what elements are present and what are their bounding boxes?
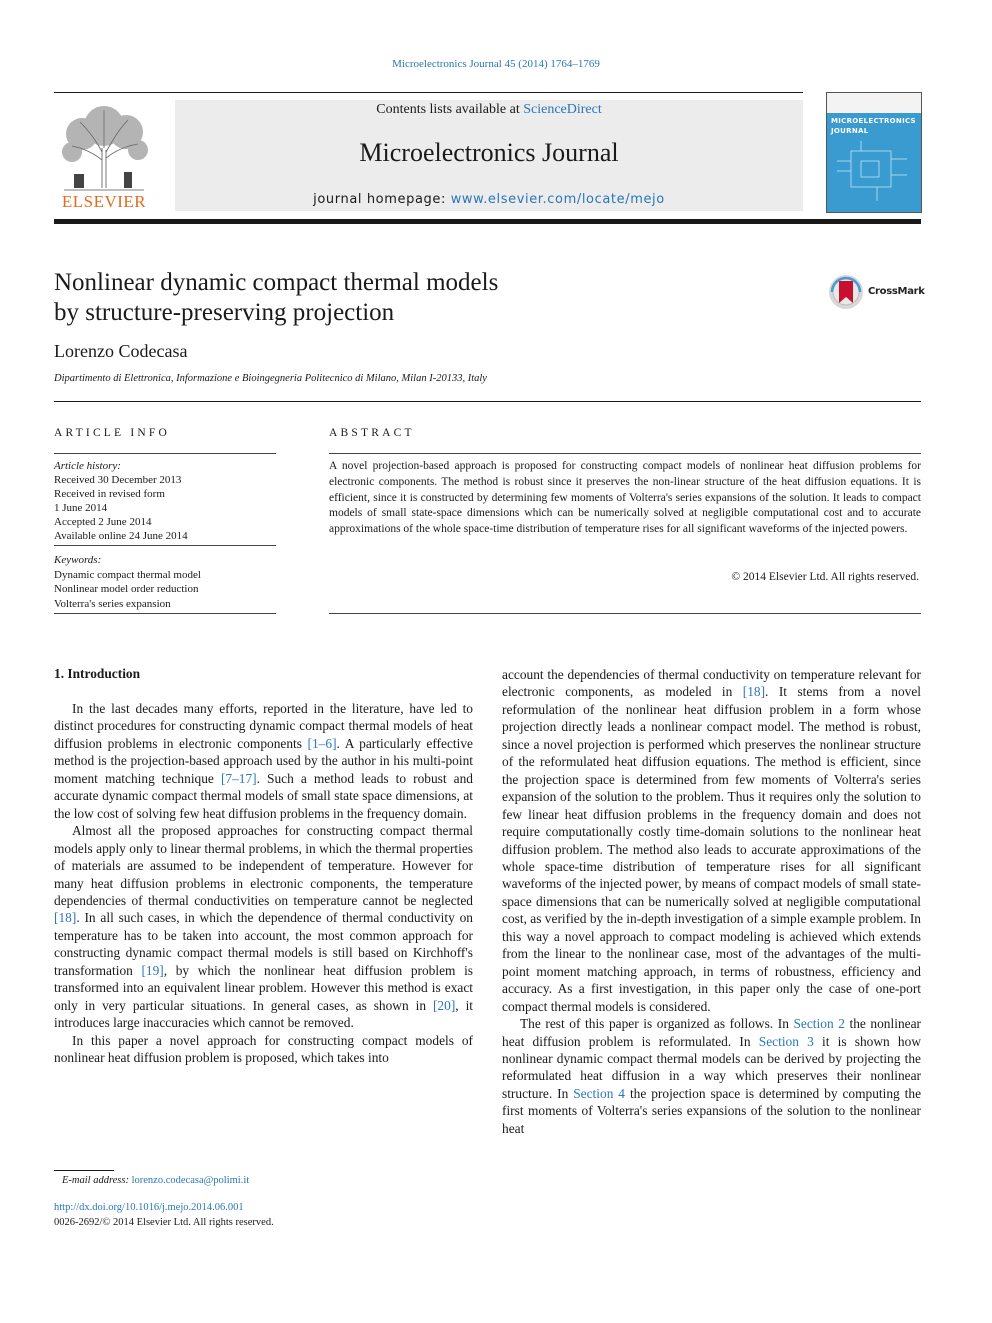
journal-header-band <box>175 100 803 211</box>
abstract-rule <box>329 613 921 614</box>
journal-citation[interactable]: Microelectronics Journal 45 (2014) 1764–1769 <box>392 58 600 70</box>
text-run: it is shown how nonlinear dynamic compact thermal models can be derived by projecting the reformulated heat diffusion in a way which preserves their nonlinear structure. In <box>502 1033 921 1101</box>
issn-line: 0026-2692/© 2014 Elsevier Ltd. All rights reserved. <box>54 1217 274 1228</box>
text-run: account the dependencies of thermal conductivity on temperature relevant for electronic components, as modeled in <box>502 667 921 700</box>
keywords-label: Keywords: <box>54 554 102 566</box>
doi-link[interactable]: http://dx.doi.org/10.1016/j.mejo.2014.06.001 <box>54 1202 244 1213</box>
text-run: Almost all the proposed approaches for constructing compact thermal models apply only to linear thermal problems, in which the thermal properties of materials are assumed to be independent of temperature. However for many heat diffusion problems in electronic components, the temperature dependencies of thermal conductivities on temperature cannot be neglected <box>54 823 473 908</box>
history-item: Accepted 2 June 2014 <box>54 516 152 528</box>
paragraph: In this paper a novel approach for constructing compact models of nonlinear heat diffusion problem is proposed, which takes into <box>54 1032 473 1066</box>
text-run: , it introduces large inaccuracies which cannot be removed. <box>54 997 474 1031</box>
elsevier-wordmark: ELSEVIER <box>61 192 147 211</box>
elsevier-logo[interactable] <box>54 100 154 212</box>
history-label: Article history: <box>54 460 121 472</box>
citation-link[interactable]: [20] <box>432 997 456 1013</box>
journal-cover-thumbnail[interactable] <box>826 92 922 213</box>
citation-link[interactable]: [18] <box>742 684 766 700</box>
left-column <box>54 700 473 1067</box>
section-heading-introduction: 1. Introduction <box>54 666 141 681</box>
history-item: Received 30 December 2013 <box>54 474 182 486</box>
paragraph <box>54 822 473 1031</box>
section-link[interactable]: Section 3 <box>758 1033 814 1049</box>
homepage-link[interactable]: www.elsevier.com/locate/mejo <box>450 192 665 207</box>
paragraph <box>502 666 921 1015</box>
paragraph <box>502 1015 921 1137</box>
email-footnote <box>62 1175 249 1186</box>
keyword-item: Dynamic compact thermal model <box>54 568 201 581</box>
email-label: E-mail address: <box>62 1175 132 1186</box>
title-line-1: Nonlinear dynamic compact thermal models <box>54 269 499 296</box>
text-run: . A particularly effective method is the projection-based approach used by the author in his multi-point moment matching technique <box>54 735 473 786</box>
abstract-rule <box>329 453 921 454</box>
history-item: 1 June 2014 <box>54 502 108 514</box>
article-info-rule <box>54 613 276 614</box>
text-run: . In all such cases, in which the dependence of thermal conductivity on temperature has to be taken into account, the most common approach for constructing dynamic compact thermal models is still based on Kirchhoff's transformation <box>54 910 473 978</box>
history-item: Available online 24 June 2014 <box>54 530 188 542</box>
abstract-text: A novel projection-based approach is proposed for constructing compact models of nonlinear heat diffusion problems for electronic components. The method is robust since it preserves the non-linear structure of the heat diffusion equations. It is efficient, since it is constructed by determining few moments of Volterra's series expansions of the solution. It leads to compact models of small state-space dimensions which can be numerically solved at negligible computational cost and to accurate approximations of the whole space-time distribution of temperature rises for all significant waveforms of the injected powers. <box>329 460 921 536</box>
sciencedirect-link[interactable]: ScienceDirect <box>523 102 602 117</box>
keyword-item: Nonlinear model order reduction <box>54 583 199 595</box>
citation-link[interactable]: [19] <box>141 962 164 978</box>
crossmark-badge[interactable] <box>828 274 928 310</box>
affiliation: Dipartimento di Elettronica, Informazione e Bioingegneria Politecnico di Milano, Milan I-20133, Italy <box>54 373 487 384</box>
citation-link[interactable]: [1–6] <box>307 735 337 751</box>
email-link[interactable]: lorenzo.codecasa@polimi.it <box>131 1175 250 1186</box>
contents-line <box>175 102 803 118</box>
abstract-copyright: © 2014 Elsevier Ltd. All rights reserved. <box>731 571 919 583</box>
title-line-2: by structure-preserving projection <box>54 299 395 326</box>
journal-name[interactable]: Microelectronics Journal <box>359 138 619 167</box>
text-run: the projection space is determined by computing the first moments of Volterra's series expansions of the solution to the nonlinear heat <box>502 1085 922 1136</box>
homepage-prefix: journal homepage: <box>313 192 451 207</box>
contents-prefix: Contents lists available at <box>376 102 524 117</box>
keyword-item: Volterra's series expansion <box>54 597 171 610</box>
footnote-rule <box>54 1170 114 1171</box>
homepage-line <box>175 192 803 207</box>
article-history <box>54 459 276 543</box>
citation-link[interactable]: [18] <box>54 910 77 926</box>
right-column <box>502 666 921 1137</box>
abstract-heading: ABSTRACT <box>329 427 415 439</box>
text-run: . It stems from a novel reformulation of the nonlinear heat diffusion problem in a form whose projection directly leads a nonlinear compact model. The method is robust, since a novel projection is performed which preserves the nonlinear structure of the reformulated heat diffusion equations. The method is efficient, since the projection space is determined from few moments of Volterra's series expansion of the solution to the problem. Thus it requires only the solution to few linear heat diffusion problems in the frequency domain and does not require computationally costly time-domain solutions to the nonlinear heat diffusion problem. The method also leads to accurate approximations of the whole space-time distribution of temperature rises for all significant waveforms of the injected power, by means of compact models of small state-space dimensions that can be numerically solved at negligible computational cost, as verified by the in-depth investigation of a simple example problem. In this way a novel approach to compact modeling is achieved which extends from the linear to the nonlinear case, most of the advantages of the multi-point moment matching approach, in terms of robustness, efficiency and accuracy. As a first investigation, in this paper only the case of one-port compact thermal models is considered. <box>502 684 921 1014</box>
affiliation-rule <box>54 401 921 402</box>
header-rule <box>54 92 803 93</box>
crossmark-label: CrossMark <box>868 286 925 297</box>
paragraph <box>54 700 473 822</box>
crossmark-icon <box>828 274 864 310</box>
elsevier-tree-icon <box>54 100 154 192</box>
history-item: Received in revised form <box>54 488 165 500</box>
cover-top-strip <box>827 93 921 113</box>
section-link[interactable]: Section 2 <box>793 1016 845 1032</box>
article-info-rule <box>54 545 276 546</box>
text-run: The rest of this paper is organized as follows. In <box>520 1016 794 1032</box>
section-link[interactable]: Section 4 <box>573 1085 626 1101</box>
article-info-rule <box>54 453 276 454</box>
cover-circuit-icon <box>837 141 907 201</box>
paper-title <box>54 268 754 328</box>
text-run: . Such a method leads to robust and accurate dynamic compact thermal models of small state space dimensions, at the low cost of solving few heat diffusion problems in the frequency domain. <box>54 770 473 821</box>
cover-title: MICROELECTRONICS JOURNAL <box>831 117 916 135</box>
header-thick-rule <box>54 219 921 224</box>
citation-link[interactable]: [7–17] <box>220 770 257 786</box>
text-run: In the last decades many efforts, reported in the literature, have led to distinct procedures for constructing dynamic compact thermal models of heat diffusion problems in electronic components <box>54 701 473 751</box>
text-run: , by which the nonlinear heat diffusion problem is transformed into an equivalent linear problem. However this method is exact only in very particular situations. In general cases, as shown in <box>54 962 474 1013</box>
text-run: the nonlinear heat diffusion problem is reformulated. In <box>502 1016 921 1049</box>
article-info-heading: ARTICLE INFO <box>54 427 170 439</box>
keywords <box>54 553 276 611</box>
author-name: Lorenzo Codecasa <box>54 341 188 361</box>
